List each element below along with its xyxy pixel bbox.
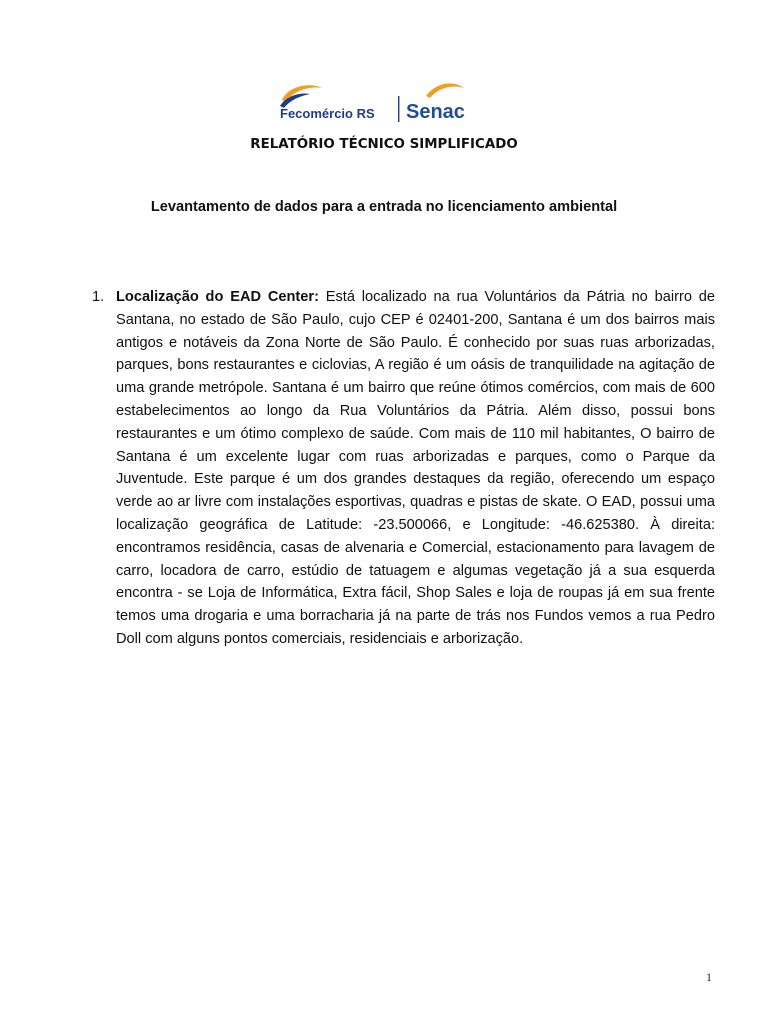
logo-text-senac: Senac — [406, 101, 465, 123]
section-body-text: Está localizado na rua Voluntários da Pátria no bairro de Santana, no estado de São Paulo, cujo CEP é 02401-200, Santana é um dos bairros mais antigos e notáveis da Zona Norte de São Paulo. É conhecido por suas ruas arborizadas, parques, bons restaurantes e ciclovias, A região é um oásis de tranquilidade na agitação de uma grande metrópole. Santana é um bairro que reúne ótimos comércios, com mais de 600 estabelecimentos ao longo da Rua Voluntários da Pátria. Além disso, possui bons restaurantes e um ótimo complexo de saúde. Com mais de 110 mil habitantes, O bairro de Santana é um excelente lugar com ruas arborizadas e parques, como o Parque da Juventude. Este parque é um dos grandes destaques da região, oferecendo um espaço verde ao ar livre com instalações esportivas, quadras e pistas de skate. O EAD, possui uma localização geográfica de Latitude: -23.500066, e Longitude: -46.625380. À direita: encontramos residência, casas de alvenaria e Comercial, estacionamento para lavagem de carro, locadora de carro, estúdio de tatuagem e algumas vegetação já a sua esquerda encontra - se Loja de Informática, Extra fácil, Shop Sales e loja de roupas já em sua frente temos uma drogaria e uma borracharia já na parte de trás nos Fundos vemos a rua Pedro Doll com alguns pontos comerciais, residenciais e arborização. — [116, 289, 715, 647]
document-title: RELATÓRIO TÉCNICO SIMPLIFICADO — [250, 137, 518, 152]
page-number: 1 — [706, 970, 712, 984]
section-heading: Localização do EAD Center: — [116, 289, 319, 305]
logo-text-fecomercio: Fecomércio RS — [280, 106, 375, 121]
senac-swoosh-icon — [426, 83, 464, 98]
section-number: 1. — [92, 289, 105, 305]
fecomercio-senac-logo — [276, 78, 472, 124]
header-logo — [276, 78, 472, 124]
section-paragraph — [116, 286, 715, 651]
document-subtitle: Levantamento de dados para a entrada no licenciamento ambiental — [150, 199, 618, 215]
